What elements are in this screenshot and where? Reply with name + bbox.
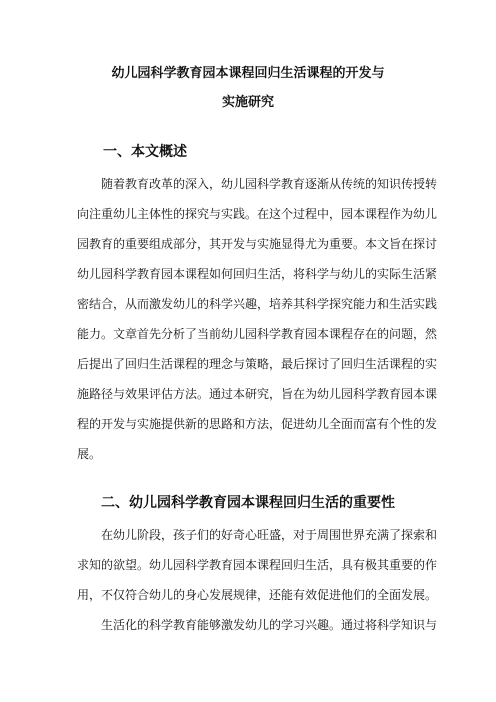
section-2-heading: 二、幼儿园科学教育园本课程回归生活的重要性 <box>101 495 395 511</box>
paragraph-line: 密结合，从而激发幼儿的科学兴趣，培养其科学探究能力和生活实践 <box>77 297 438 311</box>
paragraph-line: 施路径与效果评估方法。通过本研究，旨在为幼儿园科学教育园本课 <box>77 387 438 401</box>
paragraph-line: 在幼儿阶段，孩子们的好奇心旺盛，对于周围世界充满了探索和 <box>101 528 438 542</box>
paragraph-line: 园教育的重要组成部分，其开发与实施显得尤为重要。本文旨在探讨 <box>77 237 438 251</box>
paragraph-line: 程的开发与实施提供新的思路和方法，促进幼儿全面而富有个性的发 <box>77 417 438 431</box>
section-1-heading: 一、本文概述 <box>103 144 187 160</box>
paragraph-line: 展。 <box>77 447 102 461</box>
paragraph-line: 随着教育改革的深入，幼儿园科学教育逐渐从传统的知识传授转 <box>101 177 438 191</box>
paragraph-line: 幼儿园科学教育园本课程如何回归生活，将科学与幼儿的实际生活紧 <box>77 267 438 281</box>
paragraph-line: 能力。文章首先分析了当前幼儿园科学教育园本课程存在的问题，然 <box>77 327 438 341</box>
paragraph-line: 用，不仅符合幼儿的身心发展规律，还能有效促进他们的全面发展。 <box>77 588 438 602</box>
paragraph-line: 向注重幼儿主体性的探究与实践。在这个过程中，园本课程作为幼儿 <box>77 207 438 221</box>
document-title-line-2: 实施研究 <box>221 95 274 110</box>
paragraph-line: 后提出了回归生活课程的理念与策略，最后探讨了回归生活课程的实 <box>77 357 438 371</box>
paragraph-line: 生活化的科学教育能够激发幼儿的学习兴趣。通过将科学知识与 <box>101 618 438 632</box>
document-title-line-1: 幼儿园科学教育园本课程回归生活课程的开发与 <box>111 66 385 81</box>
paragraph-line: 求知的欲望。幼儿园科学教育园本课程回归生活，具有极其重要的作 <box>77 558 438 572</box>
